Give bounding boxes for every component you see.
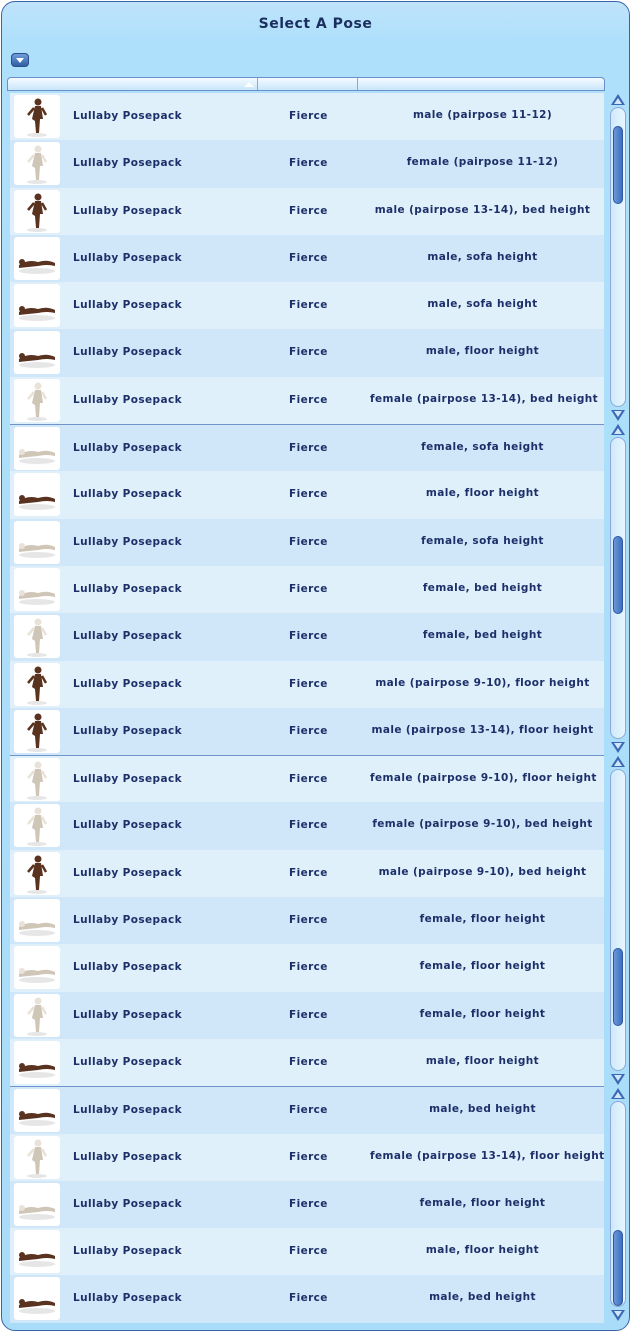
pose-name: Lullaby Posepack <box>73 442 182 455</box>
pose-thumbnail <box>14 994 60 1037</box>
pose-selector-window <box>1 1 630 1331</box>
pose-description: female, sofa height <box>421 534 544 547</box>
pose-category: Fierce <box>289 1008 328 1021</box>
pose-thumbnail <box>14 1089 60 1132</box>
pose-category: Fierce <box>289 488 328 501</box>
pose-category: Fierce <box>289 204 328 217</box>
list-header <box>7 77 605 91</box>
pose-description: female, bed height <box>422 629 543 642</box>
list-item[interactable] <box>10 566 604 613</box>
scroll-down-icon[interactable] <box>610 741 626 754</box>
pose-description: male (pairpose 11-12) <box>412 109 553 121</box>
pose-category: Fierce <box>289 157 328 170</box>
pose-description: female, floor height <box>419 1196 546 1209</box>
pose-thumbnail <box>14 568 60 611</box>
pose-thumbnail <box>14 1277 60 1320</box>
pose-name: Lullaby Posepack <box>73 299 182 312</box>
list-item[interactable] <box>10 1181 604 1228</box>
pose-category: Fierce <box>289 1150 328 1163</box>
list-item[interactable] <box>10 1086 604 1133</box>
list-item[interactable] <box>10 944 604 991</box>
pose-description: male, sofa height <box>427 298 538 311</box>
list-item[interactable] <box>10 755 604 802</box>
pose-category: Fierce <box>289 346 328 359</box>
pose-name: Lullaby Posepack <box>73 1150 182 1163</box>
pose-description: male, sofa height <box>427 250 538 263</box>
pose-description: male (pairpose 9-10), bed height <box>378 865 587 878</box>
list-item[interactable] <box>10 93 604 140</box>
scrollbar-track[interactable] <box>610 437 626 739</box>
scroll-down-icon[interactable] <box>610 409 626 422</box>
pose-thumbnail <box>14 946 60 989</box>
pose-thumbnail <box>14 899 60 942</box>
scrollbar-thumb[interactable] <box>613 536 623 614</box>
pose-category: Fierce <box>289 773 328 786</box>
pose-name: Lullaby Posepack <box>73 819 182 832</box>
pose-category: Fierce <box>289 819 328 832</box>
pose-description: female, floor height <box>419 913 546 926</box>
pose-name: Lullaby Posepack <box>73 1197 182 1210</box>
pose-description: male, floor height <box>425 1054 540 1067</box>
pose-thumbnail <box>14 427 60 470</box>
pose-description: female, bed height <box>422 581 543 594</box>
pose-category: Fierce <box>289 1197 328 1210</box>
pose-name: Lullaby Posepack <box>73 724 182 737</box>
pose-thumbnail <box>14 331 60 374</box>
list-item[interactable] <box>10 235 604 282</box>
list-item[interactable] <box>10 188 604 235</box>
pose-thumbnail <box>14 1041 60 1084</box>
list-item[interactable] <box>10 1039 604 1086</box>
list-item[interactable] <box>10 992 604 1039</box>
list-item[interactable] <box>10 329 604 376</box>
pose-description: male, floor height <box>425 345 540 358</box>
pose-thumbnail <box>14 1230 60 1273</box>
pose-category: Fierce <box>289 251 328 264</box>
pose-category: Fierce <box>289 299 328 312</box>
pose-name: Lullaby Posepack <box>73 1245 182 1258</box>
pose-category: Fierce <box>289 961 328 974</box>
pose-thumbnail <box>14 710 60 753</box>
window-title: Select A Pose <box>258 16 373 32</box>
sort-ascending-icon <box>244 82 254 87</box>
list-item[interactable] <box>10 1228 604 1275</box>
scroll-up-icon[interactable] <box>610 93 626 106</box>
scroll-down-icon[interactable] <box>610 1309 626 1322</box>
pose-thumbnail <box>14 142 60 185</box>
pose-category: Fierce <box>289 110 328 122</box>
pose-category: Fierce <box>289 535 328 548</box>
pose-thumbnail <box>14 663 60 706</box>
scrollbar-thumb[interactable] <box>613 1230 623 1306</box>
pose-thumbnail <box>14 284 60 327</box>
pose-category: Fierce <box>289 1104 328 1117</box>
list-item[interactable] <box>10 897 604 944</box>
pose-description: female (pairpose 13-14), floor height <box>370 1149 605 1162</box>
pose-thumbnail <box>14 1136 60 1179</box>
list-item[interactable] <box>10 708 604 755</box>
pose-description: female, sofa height <box>421 441 544 454</box>
list-item[interactable] <box>10 613 604 660</box>
scroll-up-icon[interactable] <box>610 1087 626 1100</box>
list-item[interactable] <box>10 471 604 518</box>
pose-thumbnail <box>14 1183 60 1226</box>
pose-thumbnail <box>14 237 60 280</box>
column-header-category[interactable] <box>258 78 358 90</box>
pose-name: Lullaby Posepack <box>73 677 182 690</box>
pose-thumbnail <box>14 615 60 658</box>
pose-name: Lullaby Posepack <box>73 773 182 786</box>
pose-thumbnail <box>14 95 60 138</box>
pose-description: female, floor height <box>419 960 546 973</box>
scroll-down-icon[interactable] <box>610 1073 626 1086</box>
list-item[interactable] <box>10 140 604 187</box>
pose-list <box>10 93 604 1323</box>
list-item[interactable] <box>10 802 604 849</box>
chevron-down-icon[interactable] <box>11 53 29 67</box>
scrollbar-thumb[interactable] <box>613 948 623 1026</box>
list-item[interactable] <box>10 282 604 329</box>
pose-name: Lullaby Posepack <box>73 488 182 501</box>
pose-thumbnail <box>14 852 60 895</box>
pose-name: Lullaby Posepack <box>73 346 182 359</box>
pose-category: Fierce <box>289 582 328 595</box>
list-item[interactable] <box>10 661 604 708</box>
pose-name: Lullaby Posepack <box>73 251 182 264</box>
pose-name: Lullaby Posepack <box>73 1104 182 1117</box>
pose-thumbnail <box>14 473 60 516</box>
pose-thumbnail <box>14 521 60 564</box>
pose-description: male, floor height <box>425 487 540 500</box>
pose-thumbnail <box>14 379 60 422</box>
pose-category: Fierce <box>289 393 328 406</box>
pose-name: Lullaby Posepack <box>73 110 182 122</box>
pose-name: Lullaby Posepack <box>73 1292 182 1305</box>
pose-category: Fierce <box>289 442 328 455</box>
list-item[interactable] <box>10 424 604 471</box>
pose-description: female (pairpose 13-14), bed height <box>370 392 599 405</box>
pose-description: male (pairpose 13-14), floor height <box>371 723 594 736</box>
column-header-name[interactable] <box>8 78 258 90</box>
pose-description: male, bed height <box>429 1103 536 1116</box>
pose-thumbnail <box>14 190 60 233</box>
pose-category: Fierce <box>289 1055 328 1068</box>
pose-description: male, bed height <box>429 1291 536 1304</box>
pose-description: female (pairpose 11-12) <box>406 156 559 169</box>
scroll-up-icon[interactable] <box>610 423 626 436</box>
pose-thumbnail <box>14 758 60 801</box>
pose-name: Lullaby Posepack <box>73 630 182 643</box>
pose-name: Lullaby Posepack <box>73 1008 182 1021</box>
pose-description: female, floor height <box>419 1007 546 1020</box>
list-item[interactable] <box>10 377 604 424</box>
pose-name: Lullaby Posepack <box>73 582 182 595</box>
pose-category: Fierce <box>289 724 328 737</box>
pose-description: male (pairpose 9-10), floor height <box>375 676 590 689</box>
scrollbar-thumb[interactable] <box>613 126 623 204</box>
pose-name: Lullaby Posepack <box>73 914 182 927</box>
pose-category: Fierce <box>289 677 328 690</box>
pose-description: female (pairpose 9-10), floor height <box>370 772 597 785</box>
scroll-up-icon[interactable] <box>610 755 626 768</box>
pose-name: Lullaby Posepack <box>73 961 182 974</box>
pose-thumbnail <box>14 804 60 847</box>
pose-category: Fierce <box>289 914 328 927</box>
pose-description: female (pairpose 9-10), bed height <box>372 818 593 831</box>
pose-description: male (pairpose 13-14), bed height <box>374 203 591 216</box>
pose-name: Lullaby Posepack <box>73 1055 182 1068</box>
pose-description: male, floor height <box>425 1244 540 1257</box>
scrollbar-track[interactable] <box>610 107 626 407</box>
list-item[interactable] <box>10 1134 604 1181</box>
pose-name: Lullaby Posepack <box>73 204 182 217</box>
scrollbar-track[interactable] <box>610 1101 626 1307</box>
pose-name: Lullaby Posepack <box>73 535 182 548</box>
list-item[interactable] <box>10 519 604 566</box>
pose-category: Fierce <box>289 866 328 879</box>
pose-name: Lullaby Posepack <box>73 393 182 406</box>
scrollbar-track[interactable] <box>610 769 626 1071</box>
list-item[interactable] <box>10 850 604 897</box>
pose-category: Fierce <box>289 1292 328 1305</box>
pose-name: Lullaby Posepack <box>73 157 182 170</box>
pose-name: Lullaby Posepack <box>73 866 182 879</box>
pose-category: Fierce <box>289 1245 328 1258</box>
list-item[interactable] <box>10 1275 604 1322</box>
pose-category: Fierce <box>289 630 328 643</box>
